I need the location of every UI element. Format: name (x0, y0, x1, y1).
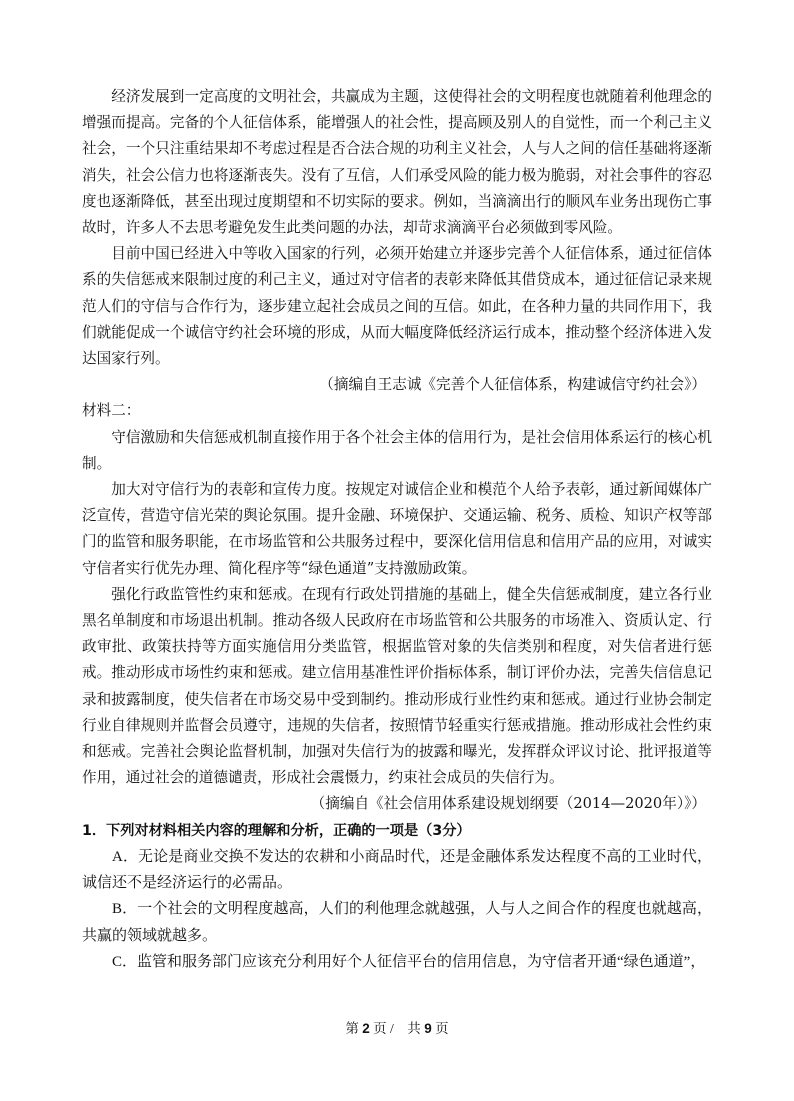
source-citation: （摘编自王志诚《完善个人征信体系，构建诚信守约社会》） (319, 376, 706, 394)
answer-option-b: B．一个社会的文明程度越高，人们的利他理念就越强，人与人之间合作的程度也就越高，共赢的领域就越多。 (82, 901, 712, 944)
page-content (82, 84, 712, 975)
material-heading: 材料二： (82, 402, 141, 420)
answer-option-a: A．无论是商业交换不发达的农耕和小商品时代，还是金融体系发达程度不高的工业时代，诚信还不是经济运行的必需品。 (82, 848, 712, 892)
footer-suffix: 页 (435, 1021, 449, 1036)
footer-prefix: 第 (345, 1021, 359, 1036)
footer-middle: 页 / 共 (373, 1021, 421, 1036)
body-paragraph: 守信激励和失信惩戒机制直接作用于各个社会主体的信用行为，是社会信用体系运行的核心机制。 (82, 428, 712, 472)
source-citation: （摘编自《社会信用体系建设规划纲要（2014—2020年）》） (310, 795, 706, 813)
body-paragraph: 强化行政监管性约束和惩戒。在现有行政处罚措施的基础上，健全失信惩戒制度，建立各行业黑名单制度和市场退出机制。推动各级人民政府在市场监管和公共服务的市场准入、资质认定、行政审批、政策扶持等方面实施信用分类监管，根据监管对象的失信类别和程度，对失信者进行惩戒。推动形成市场性约束和惩戒。建立信用基准性评价指标体系，制订评价办法，完善失信信息记录和披露制度，使失信者在市场交易中受到制约。推动形成行业性约束和惩戒。通过行业协会制定行业自律规则并监督会员遵守，违规的失信者，按照情节轻重实行惩戒措施。推动形成社会性约束和惩戒。完善社会舆论监督机制，加强对失信行为的披露和曝光，发挥群众评议讨论、批评报道等作用，通过社会的道德谴责，形成社会震慑力，约束社会成员的失信行为。 (82, 585, 712, 787)
question-stem: 1．下列对材料相关内容的理解和分析，正确的一项是（3分） (82, 822, 471, 839)
body-paragraph: 加大对守信行为的表彰和宣传力度。按规定对诚信企业和模范个人给予表彰，通过新闻媒体广泛宣传，营造守信光荣的舆论氛围。提升金融、环境保护、交通运输、税务、质检、知识产权等部门的监管和服务职能，在市场监管和公共服务过程中，要深化信用信息和信用产品的应用，对诚实守信者实行优先办理、简化程序等“绿色通道”支持激励政策。 (82, 481, 712, 577)
page-footer (0, 1017, 794, 1037)
body-paragraph: 目前中国已经进入中等收入国家的行列，必须开始建立并逐步完善个人征信体系，通过征信体系的失信惩戒来限制过度的利己主义，通过对守信者的表彰来降低其借贷成本，通过征信记录来规范人们的守信与合作行为，逐步建立起社会成员之间的互信。如此，在各种力量的共同作用下，我们就能促成一个诚信守约社会环境的形成，从而大幅度降低经济运行成本，推动整个经济体进入发达国家行列。 (82, 245, 712, 368)
footer-page-number: 2 (362, 1021, 370, 1036)
footer-total-pages: 9 (424, 1021, 432, 1036)
body-paragraph: 经济发展到一定高度的文明社会，共赢成为主题，这使得社会的文明程度也就随着利他理念的增强而提高。完备的个人征信体系，能增强人的社会性，提高顾及别人的自觉性，而一个利己主义社会，一个只注重结果却不考虑过程是否合法合规的功利主义社会，人与人之间的信任基础将逐渐消失，社会公信力也将逐渐丧失。没有了互信，人们承受风险的能力极为脆弱，对社会事件的容忍度也逐渐降低，甚至出现过度期望和不切实际的要求。例如，当滴滴出行的顺风车业务出现伤亡事故时，许多人不去思考避免发生此类问题的办法，却苛求滴滴平台必须做到零风险。 (82, 88, 712, 237)
answer-option-c: C．监管和服务部门应该充分利用好个人征信平台的信用信息，为守信者开通“绿色通道”， (112, 953, 706, 970)
